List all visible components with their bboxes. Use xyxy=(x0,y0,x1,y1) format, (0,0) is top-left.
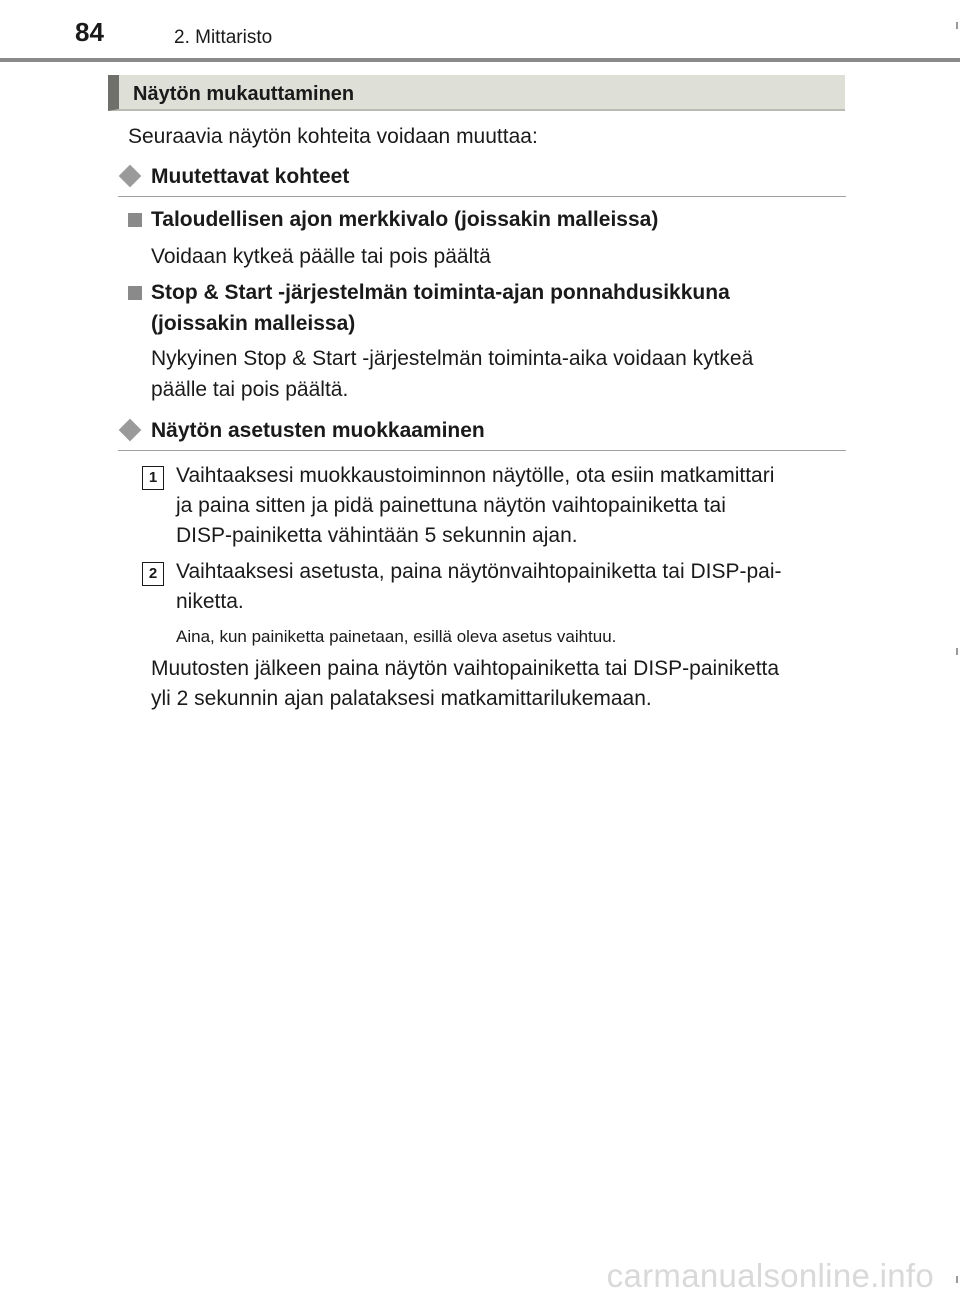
step-number-box: 1 xyxy=(142,466,164,490)
item-title: Taloudellisen ajon merkkivalo (joissakin malleissa) xyxy=(151,208,659,231)
square-bullet-icon xyxy=(128,213,142,227)
subheading-changeable-items xyxy=(118,162,846,197)
watermark: carmanualsonline.info xyxy=(606,1257,934,1294)
item-body: Voidaan kytkeä päälle tai pois päältä xyxy=(151,245,491,268)
item-body-line: Nykyinen Stop & Start -järjestelmän toiminta-aika voidaan kytkeä xyxy=(151,347,754,370)
page-header xyxy=(0,0,960,62)
closing-text-line: yli 2 sekunnin ajan palataksesi matkamittarilukemaan. xyxy=(151,687,652,710)
diamond-bullet-icon xyxy=(119,165,142,188)
step-text-line: ja paina sitten ja pidä painettuna näytön vaihtopainiketta tai xyxy=(176,494,726,517)
diamond-bullet-icon xyxy=(119,419,142,442)
section-intro: Seuraavia näytön kohteita voidaan muuttaa: xyxy=(128,125,538,148)
crop-mark xyxy=(956,1276,958,1283)
chapter-title: 2. Mittaristo xyxy=(174,27,273,48)
step-number-box: 2 xyxy=(142,562,164,586)
crop-mark xyxy=(956,648,958,655)
section-title: Näytön mukauttaminen xyxy=(133,83,355,105)
step-text-line: Vaihtaaksesi muokkaustoiminnon näytölle, ota esiin matkamittari xyxy=(176,464,775,487)
subheading-title: Muutettavat kohteet xyxy=(151,165,350,188)
item-title-line: Stop & Start -järjestelmän toiminta-ajan ponnahdusikkuna xyxy=(151,281,730,304)
square-bullet-icon xyxy=(128,286,142,300)
closing-text-line: Muutosten jälkeen paina näytön vaihtopainiketta tai DISP-painiketta xyxy=(151,657,780,680)
section-title-bar xyxy=(108,75,845,111)
page-number: 84 xyxy=(75,17,104,47)
crop-mark xyxy=(956,22,958,29)
step-text-line: Vaihtaaksesi asetusta, paina näytönvaihtopainiketta tai DISP-pai- xyxy=(176,560,782,583)
step-note: Aina, kun painiketta painetaan, esillä oleva asetus vaihtuu. xyxy=(176,627,617,646)
step-text-line: DISP-painiketta vähintään 5 sekunnin ajan. xyxy=(176,524,578,547)
item-title-line: (joissakin malleissa) xyxy=(151,312,356,335)
header-rule xyxy=(0,58,960,62)
step-text-line: niketta. xyxy=(176,590,244,613)
subheading-title: Näytön asetusten muokkaaminen xyxy=(151,419,485,442)
item-body-line: päälle tai pois päältä. xyxy=(151,378,349,401)
subheading-edit-settings xyxy=(118,416,846,451)
